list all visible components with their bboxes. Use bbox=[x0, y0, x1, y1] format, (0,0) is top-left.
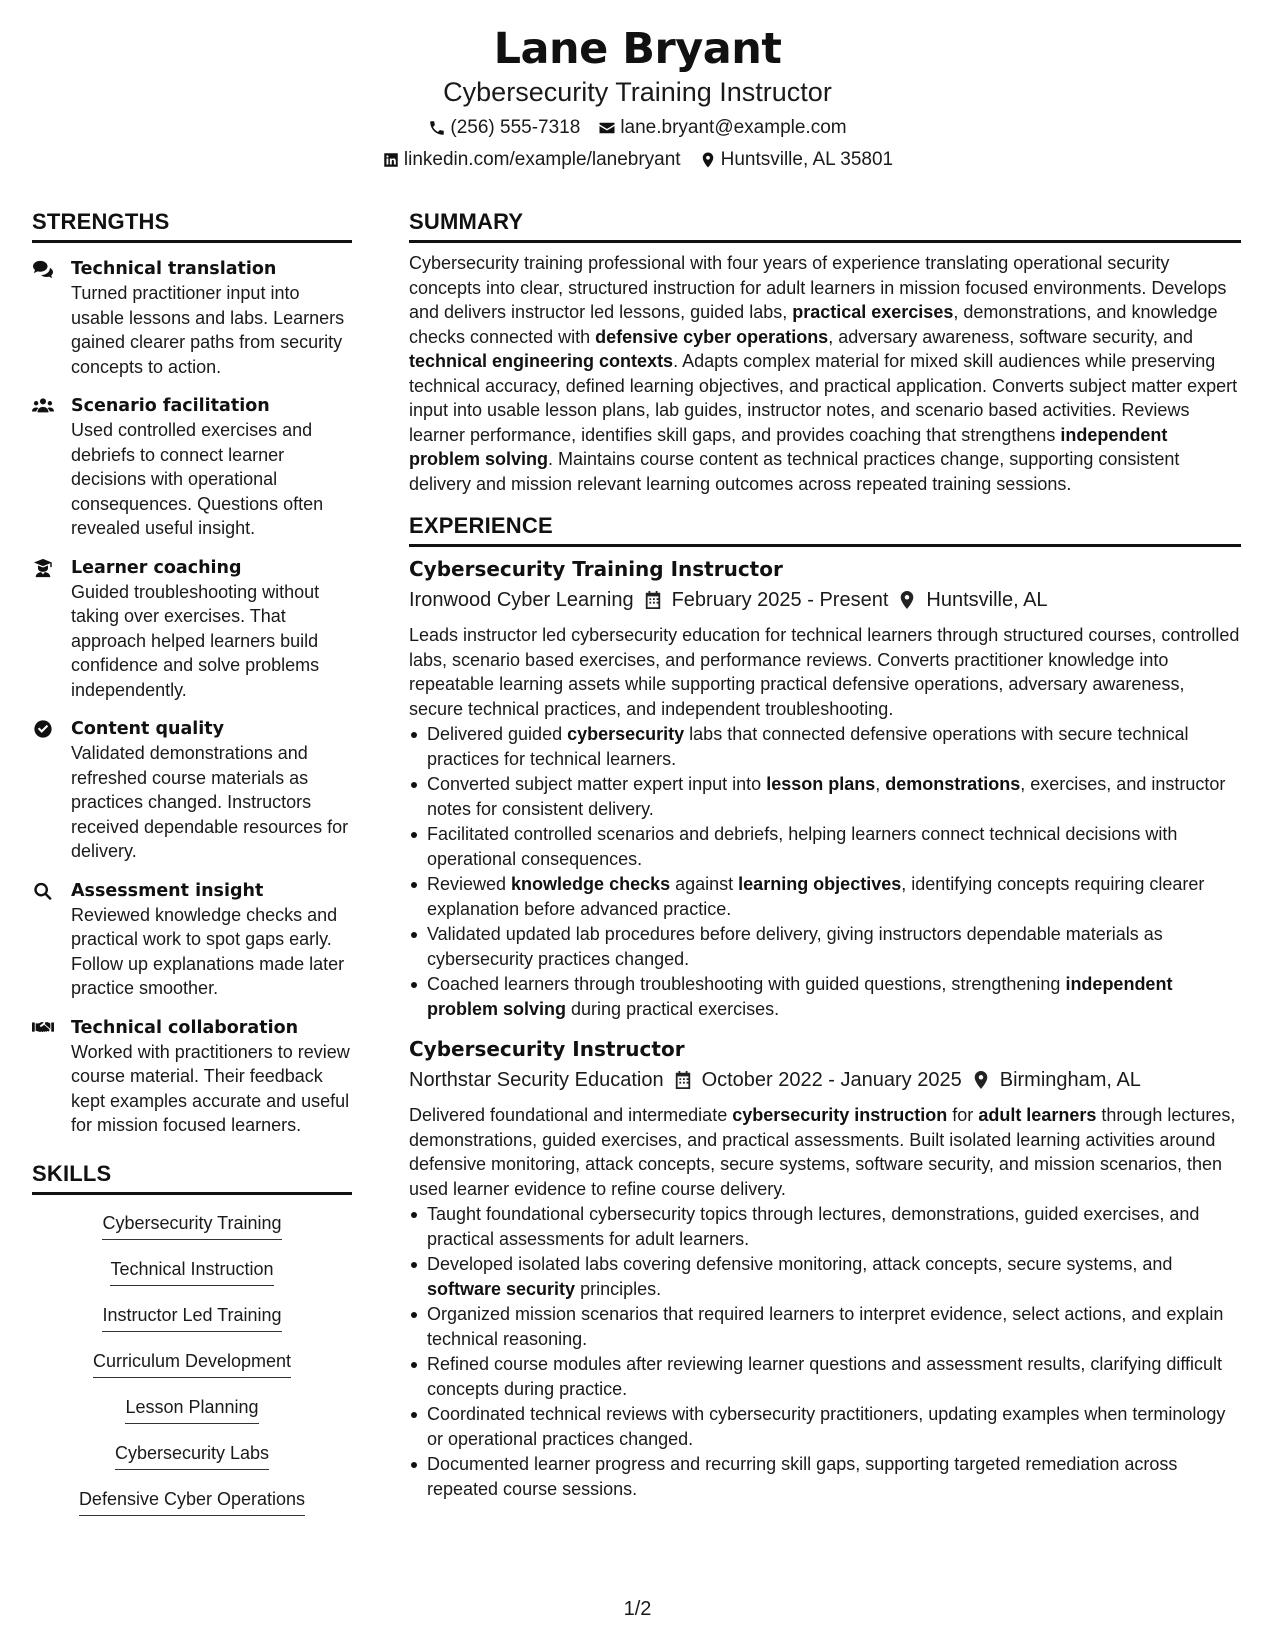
strength-title: Assessment insight bbox=[71, 880, 264, 901]
bullet-text: Coached learners through troubleshooting with guided questions, strengthening bbox=[427, 974, 1066, 994]
job-description bbox=[409, 1103, 1241, 1201]
skill-item: Cybersecurity Labs bbox=[115, 1441, 269, 1470]
bullet-item bbox=[409, 972, 1241, 1021]
map-pin-icon bbox=[972, 1070, 990, 1090]
skills-list bbox=[32, 1211, 352, 1533]
strength-title: Scenario facilitation bbox=[71, 396, 270, 416]
bullet-item bbox=[409, 1252, 1241, 1301]
strength-item bbox=[32, 556, 352, 703]
bullet-item bbox=[409, 872, 1241, 921]
linkedin-text[interactable]: linkedin.com/example/lanebryant bbox=[403, 149, 681, 170]
job-title: Cybersecurity Training Instructor bbox=[409, 557, 783, 581]
linkedin-icon bbox=[382, 151, 400, 169]
skill-item: Technical Instruction bbox=[110, 1257, 273, 1286]
summary-text: , demonstrations, and knowledge checks connected with bbox=[409, 302, 1218, 347]
bullet-text: Validated updated lab procedures before delivery, giving instructors dependable materials as cybersecurity practices changed. bbox=[427, 924, 1163, 969]
skill-item: Instructor Led Training bbox=[102, 1303, 281, 1332]
bullet-text: Delivered guided bbox=[427, 724, 568, 744]
job-desc-text: for bbox=[947, 1105, 979, 1125]
strength-title: Content quality bbox=[71, 719, 225, 739]
job-entry bbox=[409, 555, 1241, 1021]
strength-item bbox=[32, 394, 352, 541]
contact-location bbox=[699, 144, 894, 176]
handshake-icon bbox=[32, 1018, 54, 1038]
left-column bbox=[32, 208, 352, 1533]
summary-paragraph bbox=[409, 251, 1241, 496]
search-icon bbox=[32, 881, 54, 901]
bullet-text: Organized mission scenarios that required learners to interpret evidence, select actions, and explain technical reasoning. bbox=[427, 1304, 1224, 1349]
strength-item bbox=[32, 1016, 352, 1138]
candidate-headline: Cybersecurity Training Instructor bbox=[443, 77, 832, 107]
job-company: Ironwood Cyber Learning bbox=[409, 589, 634, 611]
bullet-text: , exercises, and instructor notes for consistent delivery. bbox=[427, 774, 1226, 819]
bullet-text: Facilitated controlled scenarios and debriefs, helping learners connect technical decisions with operational consequences. bbox=[427, 824, 1178, 869]
job-desc-text: Delivered foundational and intermediate bbox=[409, 1105, 733, 1125]
bullet-item bbox=[409, 1402, 1241, 1451]
strength-title: Technical translation bbox=[71, 259, 277, 279]
contact-phone bbox=[428, 112, 580, 144]
bullet-emphasis: learning objectives bbox=[738, 874, 902, 894]
phone-text: (256) 555-7318 bbox=[450, 117, 581, 138]
envelope-icon bbox=[598, 119, 616, 137]
bullet-text: during practical exercises. bbox=[566, 998, 780, 1019]
experience-heading: EXPERIENCE bbox=[409, 512, 1241, 547]
bullet-item bbox=[409, 772, 1241, 821]
summary-emphasis: technical engineering contexts bbox=[409, 351, 674, 371]
location-text: Huntsville, AL 35801 bbox=[720, 149, 894, 170]
bullet-text: labs that connected defensive operations with secure technical practices for technical learners. bbox=[427, 724, 1189, 769]
bullet-text: Taught foundational cybersecurity topics through lectures, demonstrations, guided exercises, and practical assessments for adult learners. bbox=[427, 1204, 1200, 1249]
job-bullets bbox=[409, 1202, 1241, 1501]
map-pin-icon bbox=[699, 151, 717, 169]
bullet-text: Documented learner progress and recurring skill gaps, supporting targeted remediation across repeated course sessions. bbox=[427, 1454, 1178, 1499]
users-icon bbox=[32, 396, 54, 416]
bullet-item bbox=[409, 722, 1241, 771]
bullet-item bbox=[409, 922, 1241, 971]
bullet-item bbox=[409, 1302, 1241, 1351]
strength-description: Guided troubleshooting without taking over exercises. That approach helped learners build confidence and solve problems independently. bbox=[71, 581, 320, 700]
contact-row-secondary bbox=[0, 144, 1275, 176]
strength-description: Validated demonstrations and refreshed course materials as practices changed. Instructors received dependable resources for delivery. bbox=[71, 743, 349, 861]
contact-linkedin[interactable] bbox=[382, 144, 681, 176]
strength-title: Technical collaboration bbox=[71, 1017, 299, 1038]
strength-description: Reviewed knowledge checks and practical work to spot gaps early. Follow up explanations made later practice smoother. bbox=[71, 904, 345, 998]
bullet-text: Converted subject matter expert input into bbox=[427, 774, 767, 794]
summary-emphasis: defensive cyber operations bbox=[595, 326, 829, 347]
summary-text: , adversary awareness, software security, and bbox=[828, 326, 1194, 347]
bullet-text: Coordinated technical reviews with cybersecurity practitioners, updating examples when terminology or operational practices changed. bbox=[427, 1404, 1226, 1449]
bullet-text: against bbox=[670, 874, 739, 894]
job-company: Northstar Security Education bbox=[409, 1069, 664, 1091]
job-desc-emphasis: adult learners bbox=[978, 1105, 1097, 1125]
strength-description: Turned practitioner input into usable lessons and labs. Learners gained clearer paths from security concepts to action. bbox=[71, 283, 345, 377]
strength-item bbox=[32, 879, 352, 1001]
bullet-text: Developed isolated labs covering defensive monitoring, attack concepts, secure systems, and bbox=[427, 1254, 1173, 1274]
bullet-emphasis: software security bbox=[427, 1278, 576, 1299]
skill-item: Lesson Planning bbox=[125, 1395, 258, 1424]
calendar-icon bbox=[644, 590, 662, 610]
bullet-emphasis: independent problem solving bbox=[427, 974, 1173, 1019]
job-dates-text: February 2025 - Present bbox=[671, 589, 889, 611]
bullet-emphasis: demonstrations bbox=[885, 774, 1021, 794]
bullet-text: , identifying concepts requiring clearer explanation before advanced practice. bbox=[427, 874, 1205, 919]
job-bullets bbox=[409, 722, 1241, 1021]
job-entry bbox=[409, 1035, 1241, 1501]
strength-item bbox=[32, 717, 352, 864]
job-location-text: Birmingham, AL bbox=[999, 1069, 1141, 1091]
skill-item: Defensive Cyber Operations bbox=[79, 1487, 305, 1516]
job-location-text: Huntsville, AL bbox=[926, 589, 1048, 611]
bullet-text: , bbox=[875, 774, 886, 794]
summary-emphasis: practical exercises bbox=[792, 302, 954, 322]
summary-text: . Adapts complex material for mixed skill audiences while preserving technical accuracy, defined learning objectives, and practical application. Converts subject matter expert input into usable lesson plans, lab guides, instructor notes, and scenario based activities. Reviews learner performance, identifies skill gaps, and provides coaching that strengthens bbox=[409, 351, 1238, 445]
map-pin-icon bbox=[898, 590, 916, 610]
strengths-heading: STRENGTHS bbox=[32, 208, 352, 243]
job-meta bbox=[409, 1065, 1241, 1095]
bullet-item bbox=[409, 822, 1241, 871]
summary-text: . Maintains course content as technical practices change, supporting consistent delivery and mission relevant learning outcomes across repeated training sessions. bbox=[409, 449, 1180, 494]
calendar-icon bbox=[674, 1070, 692, 1090]
resume-header bbox=[0, 22, 1275, 176]
page-number: 1/2 bbox=[623, 1598, 652, 1620]
email-text[interactable]: lane.bryant@example.com bbox=[620, 117, 847, 138]
strengths-list bbox=[32, 257, 352, 1138]
summary-heading: SUMMARY bbox=[409, 208, 1241, 243]
teacher-icon bbox=[32, 558, 54, 578]
job-meta bbox=[409, 585, 1241, 615]
bullet-text: principles. bbox=[575, 1278, 662, 1299]
skill-item: Cybersecurity Training bbox=[102, 1211, 281, 1240]
bullet-emphasis: knowledge checks bbox=[511, 874, 671, 894]
job-dates-text: October 2022 - January 2025 bbox=[701, 1069, 962, 1091]
job-desc-emphasis: cybersecurity instruction bbox=[732, 1105, 948, 1125]
job-title: Cybersecurity Instructor bbox=[409, 1037, 685, 1061]
chat-bubbles-icon bbox=[32, 259, 54, 279]
contact-email[interactable] bbox=[598, 112, 846, 144]
job-desc-text: through lectures, demonstrations, guided exercises, and practical assessments. Built isolated learning activities around defensive monitoring, attack concepts, secure systems, software security, and mission scenarios, then used learner evidence to refine course delivery. bbox=[409, 1105, 1236, 1199]
strength-item bbox=[32, 257, 352, 379]
strength-title: Learner coaching bbox=[71, 557, 242, 578]
strength-description: Worked with practitioners to review course material. Their feedback kept examples accurate and useful for mission focused learners. bbox=[71, 1041, 350, 1135]
job-description: Leads instructor led cybersecurity education for technical learners through structured courses, controlled labs, scenario based exercises, and performance reviews. Converts practitioner knowledge into repeatable learning assets while supporting practical defensive operations, adversary awareness, secure technical practices, and independent troubleshooting. bbox=[409, 625, 1240, 719]
bullet-emphasis: lesson plans bbox=[766, 774, 876, 794]
bullet-item bbox=[409, 1452, 1241, 1501]
strength-description: Used controlled exercises and debriefs to connect learner decisions with operational consequences. Questions often revealed useful insight. bbox=[71, 420, 324, 538]
phone-icon bbox=[428, 119, 446, 137]
job-dates bbox=[674, 1065, 962, 1095]
bullet-text: Refined course modules after reviewing learner questions and assessment results, clarifying difficult concepts during practice. bbox=[427, 1354, 1223, 1399]
summary-text: Cybersecurity training professional with four years of experience translating operational security concepts into clear, structured instruction for adult learners in mission focused environments. Develops and delivers instructor led lessons, guided labs, bbox=[409, 253, 1227, 322]
bullet-text: Reviewed bbox=[427, 874, 512, 894]
contact-row-primary bbox=[0, 112, 1275, 144]
right-column bbox=[409, 208, 1241, 1502]
bullet-item bbox=[409, 1202, 1241, 1251]
check-circle-icon bbox=[32, 719, 54, 739]
bullet-item bbox=[409, 1352, 1241, 1401]
bullet-emphasis: cybersecurity bbox=[567, 724, 685, 744]
summary-emphasis: independent problem solving bbox=[409, 424, 1168, 469]
skills-heading: SKILLS bbox=[32, 1160, 352, 1195]
candidate-name: Lane Bryant bbox=[493, 24, 782, 74]
job-location bbox=[972, 1065, 1141, 1095]
job-location bbox=[898, 585, 1047, 615]
skill-item: Curriculum Development bbox=[93, 1349, 291, 1378]
job-dates bbox=[644, 585, 889, 615]
